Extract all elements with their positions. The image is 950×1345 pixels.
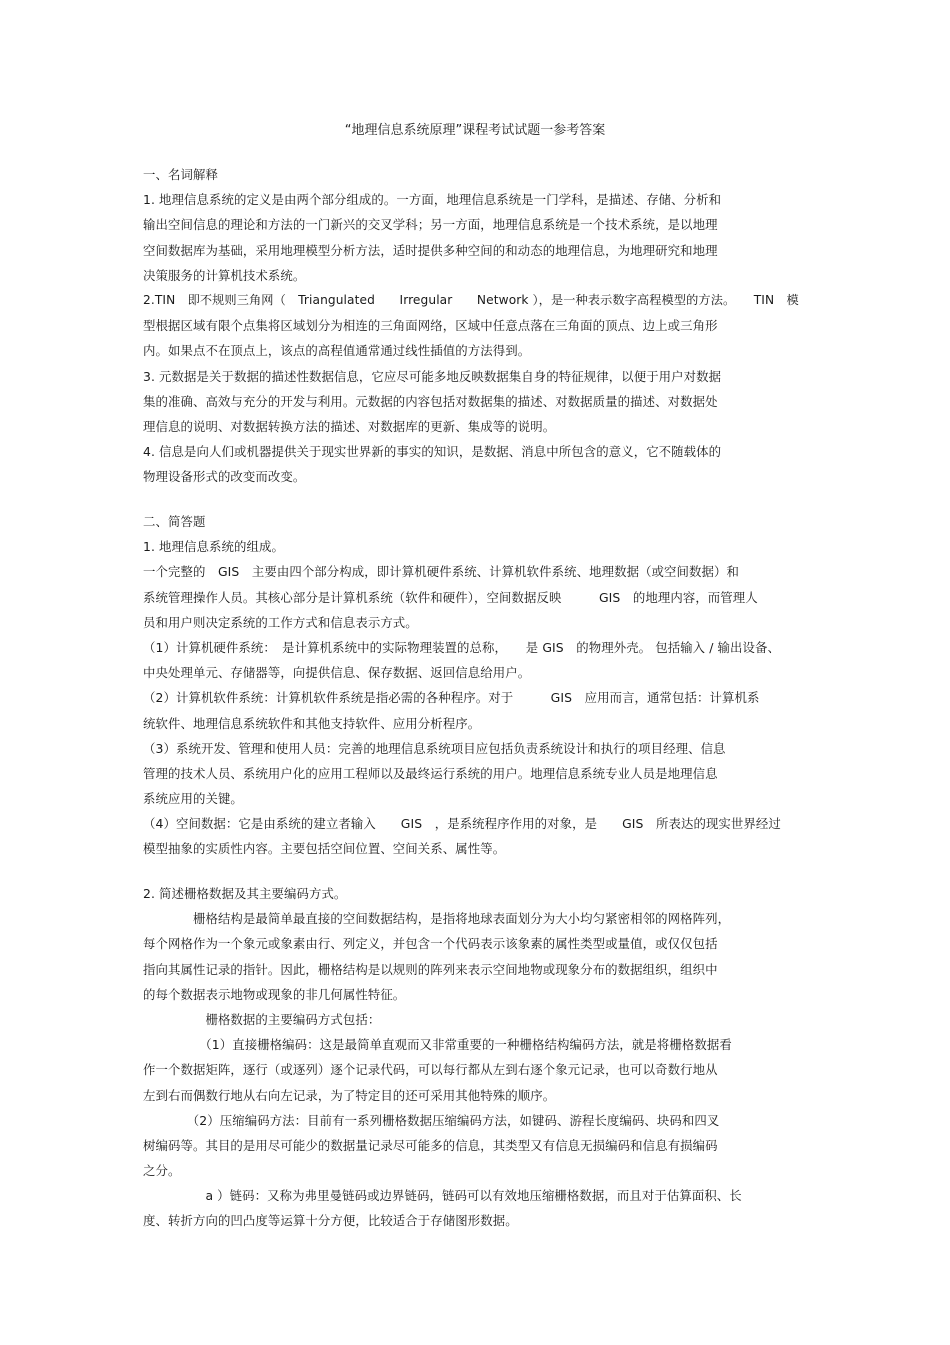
paragraph-line: 物理设备形式的改变而改变。 [143, 469, 306, 485]
paragraph-line: 的每个数据表示地物或现象的非几何属性特征。 [143, 986, 406, 1002]
paragraph-line: 输出空间信息的理论和方法的一门新兴的交叉学科；另一方面，地理信息系统是一个技术系统，是以地理 [143, 217, 718, 233]
section-heading: 二、简答题 [143, 514, 206, 529]
paragraph-line: （1）计算机硬件系统： 是计算机系统中的实际物理装置的总称， 是 GIS 的物理外壳。 包括输入 / 输出设备、 [143, 639, 780, 655]
paragraph-line: 树编码等。其目的是用尽可能少的数据量记录尽可能多的信息，其类型又有信息无损编码和信息有损编码 [143, 1137, 718, 1153]
paragraph-line: 决策服务的计算机技术系统。 [143, 267, 306, 283]
paragraph-line: 模型抽象的实质性内容。主要包括空间位置、空间关系、属性等。 [143, 841, 506, 857]
paragraph-line: 作一个数据矩阵，逐行（或逐列）逐个记录代码，可以每行都从左到右逐个象元记录，也可以奇数行地从 [143, 1062, 718, 1078]
paragraph-line: 3. 元数据是关于数据的描述性数据信息，它应尽可能多地反映数据集自身的特征规律，以便于用户对数据 [143, 368, 722, 384]
paragraph-line: 集的准确、高效与充分的开发与利用。元数据的内容包括对数据集的描述、对数据质量的描述、对数据处 [143, 393, 718, 409]
paragraph-line: 统软件、地理信息系统软件和其他支持软件、应用分析程序。 [143, 715, 481, 731]
paragraph-line: 一个完整的 GIS 主要由四个部分构成，即计算机硬件系统、计算机软件系统、地理数据（或空间数据）和 [143, 564, 739, 580]
paragraph-line: 型根据区域有限个点集将区域划分为相连的三角面网络，区域中任意点落在三角面的顶点、边上或三角形 [143, 318, 718, 334]
section-heading: 一、名词解释 [143, 167, 218, 182]
paragraph-line: 中央处理单元、存储器等，向提供信息、保存数据、返回信息给用户。 [143, 665, 531, 681]
paragraph-line: a ）链码：又称为弗里曼链码或边界链码，链码可以有效地压缩栅格数据，而且对于估算面积、长 [143, 1188, 742, 1204]
section-3 [143, 881, 808, 1234]
section-2 [143, 509, 808, 862]
paragraph-line: 1. 地理信息系统的组成。 [143, 539, 284, 555]
paragraph-line: （4）空间数据：它是由系统的建立者输入 GIS ，是系统程序作用的对象，是 GIS 所表达的现实世界经过 [143, 816, 781, 832]
paragraph-line: 每个网格作为一个象元或象素由行、列定义，并包含一个代码表示该象素的属性类型或量值，或仅仅包括 [143, 936, 718, 952]
paragraph-line: 指向其属性记录的指针。因此，栅格结构是以规则的阵列来表示空间地物或现象分布的数据组织，组织中 [143, 961, 718, 977]
paragraph-line: 之分。 [143, 1163, 181, 1179]
paragraph-line: 系统管理操作人员。其核心部分是计算机系统（软件和硬件），空间数据反映 GIS 的地理内容，而管理人 [143, 589, 758, 605]
paragraph-line: 4. 信息是向人们或机器提供关于现实世界新的事实的知识，是数据、消息中所包含的意义，它不随载体的 [143, 444, 722, 460]
paragraph-line: 系统应用的关键。 [143, 791, 243, 807]
paragraph-line: 员和用户则决定系统的工作方式和信息表示方式。 [143, 614, 418, 630]
paragraph-line: 栅格数据的主要编码方式包括： [143, 1011, 381, 1027]
question-heading: 2. 简述栅格数据及其主要编码方式。 [143, 886, 347, 901]
paragraph-line: 栅格结构是最简单最直接的空间数据结构，是指将地球表面划分为大小均匀紧密相邻的网格阵列， [143, 911, 731, 927]
document-title: “地理信息系统原理”课程考试试题一参考答案 [344, 123, 606, 138]
paragraph-line: （3）系统开发、管理和使用人员：完善的地理信息系统项目应包括负责系统设计和执行的项目经理、信息 [143, 740, 726, 756]
paragraph-line: 管理的技术人员、系统用户化的应用工程师以及最终运行系统的用户。地理信息系统专业人员是地理信息 [143, 765, 718, 781]
section-1 [143, 162, 808, 489]
paragraph-line: 1. 地理信息系统的定义是由两个部分组成的。一方面，地理信息系统是一门学科，是描述、存储、分析和 [143, 192, 722, 208]
paragraph-line: 理信息的说明、对数据转换方法的描述、对数据库的更新、集成等的说明。 [143, 418, 556, 434]
paragraph-line: 空间数据库为基础，采用地理模型分析方法，适时提供多种空间的和动态的地理信息，为地理研究和地理 [143, 242, 718, 258]
paragraph-line: （1）直接栅格编码：这是最简单直观而又非常重要的一种栅格结构编码方法，就是将栅格数据看 [143, 1037, 732, 1053]
paragraph-line: 左到右而偶数行地从右向左记录，为了特定目的还可采用其他特殊的顺序。 [143, 1087, 556, 1103]
paragraph-line: 度、转折方向的凹凸度等运算十分方便，比较适合于存储图形数据。 [143, 1213, 518, 1229]
paragraph-line: 2.TIN 即不规则三角网（ Triangulated Irregular Network ），是一种表示数字高程模型的方法。 TIN 模 [143, 292, 799, 307]
paragraph-line: （2）压缩编码方法：目前有一系列栅格数据压缩编码方法，如键码、游程长度编码、块码和四叉 [143, 1112, 720, 1128]
paragraph-line: 内。如果点不在顶点上，该点的高程值通常通过线性插值的方法得到。 [143, 343, 531, 359]
paragraph-line: （2）计算机软件系统：计算机软件系统是指必需的各种程序。对于 GIS 应用而言，通常包括：计算机系 [143, 690, 760, 706]
